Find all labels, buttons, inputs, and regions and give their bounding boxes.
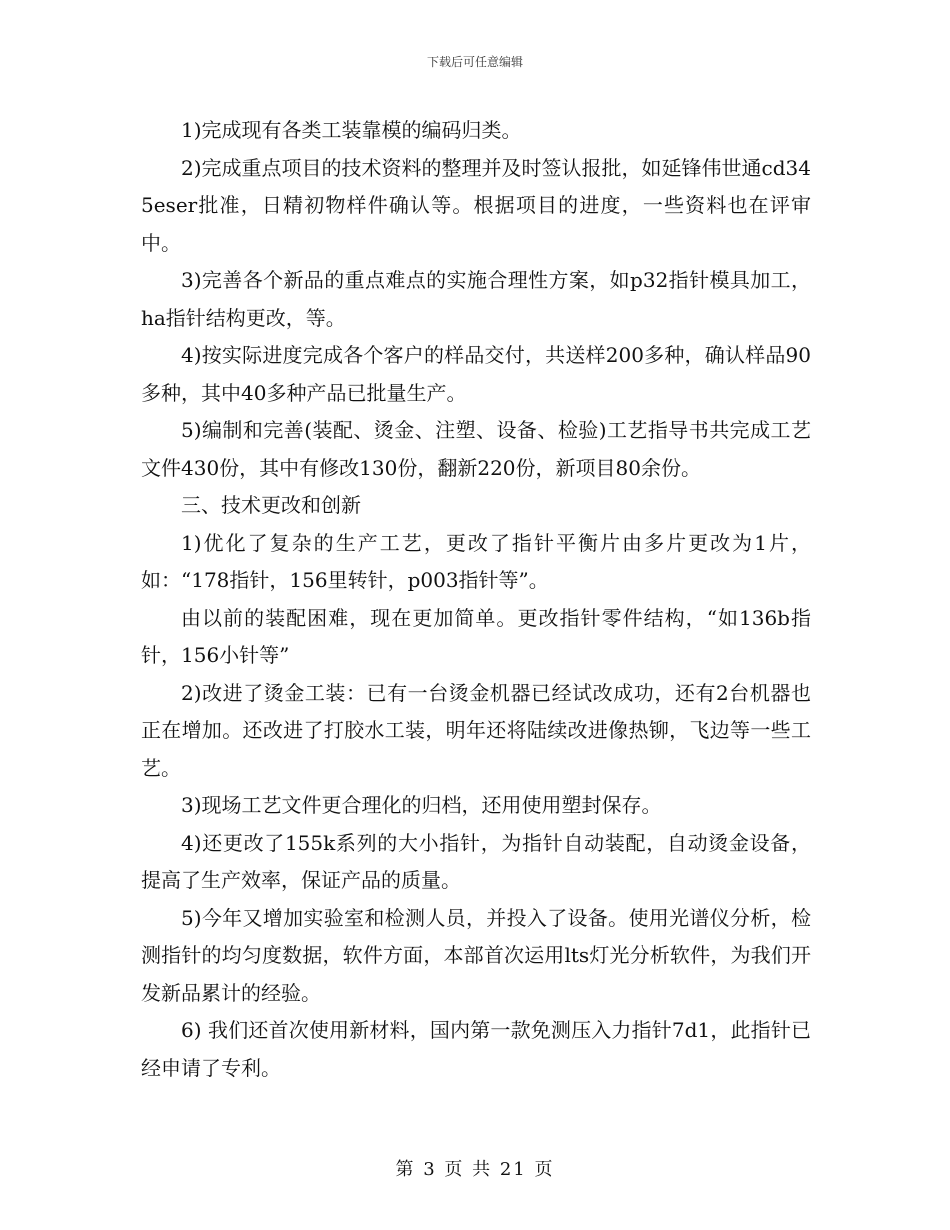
paragraph-11: 5)今年又增加实验室和检测人员，并投入了设备。使用光谱仪分析，检测指针的均匀度数据，软件方面，本部首次运用lts灯光分析软件，为我们开发新品累计的经验。 [141,905,811,1005]
paragraph-8: 2)改进了烫金工装：已有一台烫金机器已经试改成功，还有2台机器也正在增加。还改进了打胶水工装，明年还将陆续改进像热铆，飞边等一些工艺。 [141,680,811,780]
paragraph-7: 由以前的装配困难，现在更加简单。更改指针零件结构，“如136b指针，156小针等” [141,605,811,667]
paragraph-4: 4)按实际进度完成各个客户的样品交付，共送样200多种，确认样品90多种，其中40多种产品已批量生产。 [141,343,811,405]
paragraph-1: 1)完成现有各类工装靠模的编码归类。 [181,118,522,142]
paragraph-10: 4)还更改了155k系列的大小指针，为指针自动装配，自动烫金设备，提高了生产效率，保证产品的质量。 [141,830,811,892]
page-number-footer: 第 3 页 共 21 页 [395,1159,555,1180]
paragraph-12: 6) 我们还首次使用新材料，国内第一款免测压入力指针7d1，此指针已经申请了专利。 [141,1018,811,1080]
document-body [141,112,811,1087]
paragraph-2: 2)完成重点项目的技术资料的整理并及时签认报批，如延锋伟世通cd345eser批准，日精初物样件确认等。根据项目的进度，一些资料也在评审中。 [141,155,811,255]
paragraph-3: 3)完善各个新品的重点难点的实施合理性方案，如p32指针模具加工，ha指针结构更改，等。 [141,268,811,330]
paragraph-9: 3)现场工艺文件更合理化的归档，还用使用塑封保存。 [181,793,662,817]
page-header: 下载后可任意编辑 [426,55,523,69]
paragraph-5: 5)编制和完善(装配、烫金、注塑、设备、检验)工艺指导书共完成工艺文件430份，其中有修改130份，翻新220份，新项目80余份。 [141,418,811,480]
paragraph-6: 1)优化了复杂的生产工艺，更改了指针平衡片由多片更改为1片，如：“178指针，156里转针，p003指针等”。 [141,530,811,592]
section-heading: 三、技术更改和创新 [181,493,361,517]
